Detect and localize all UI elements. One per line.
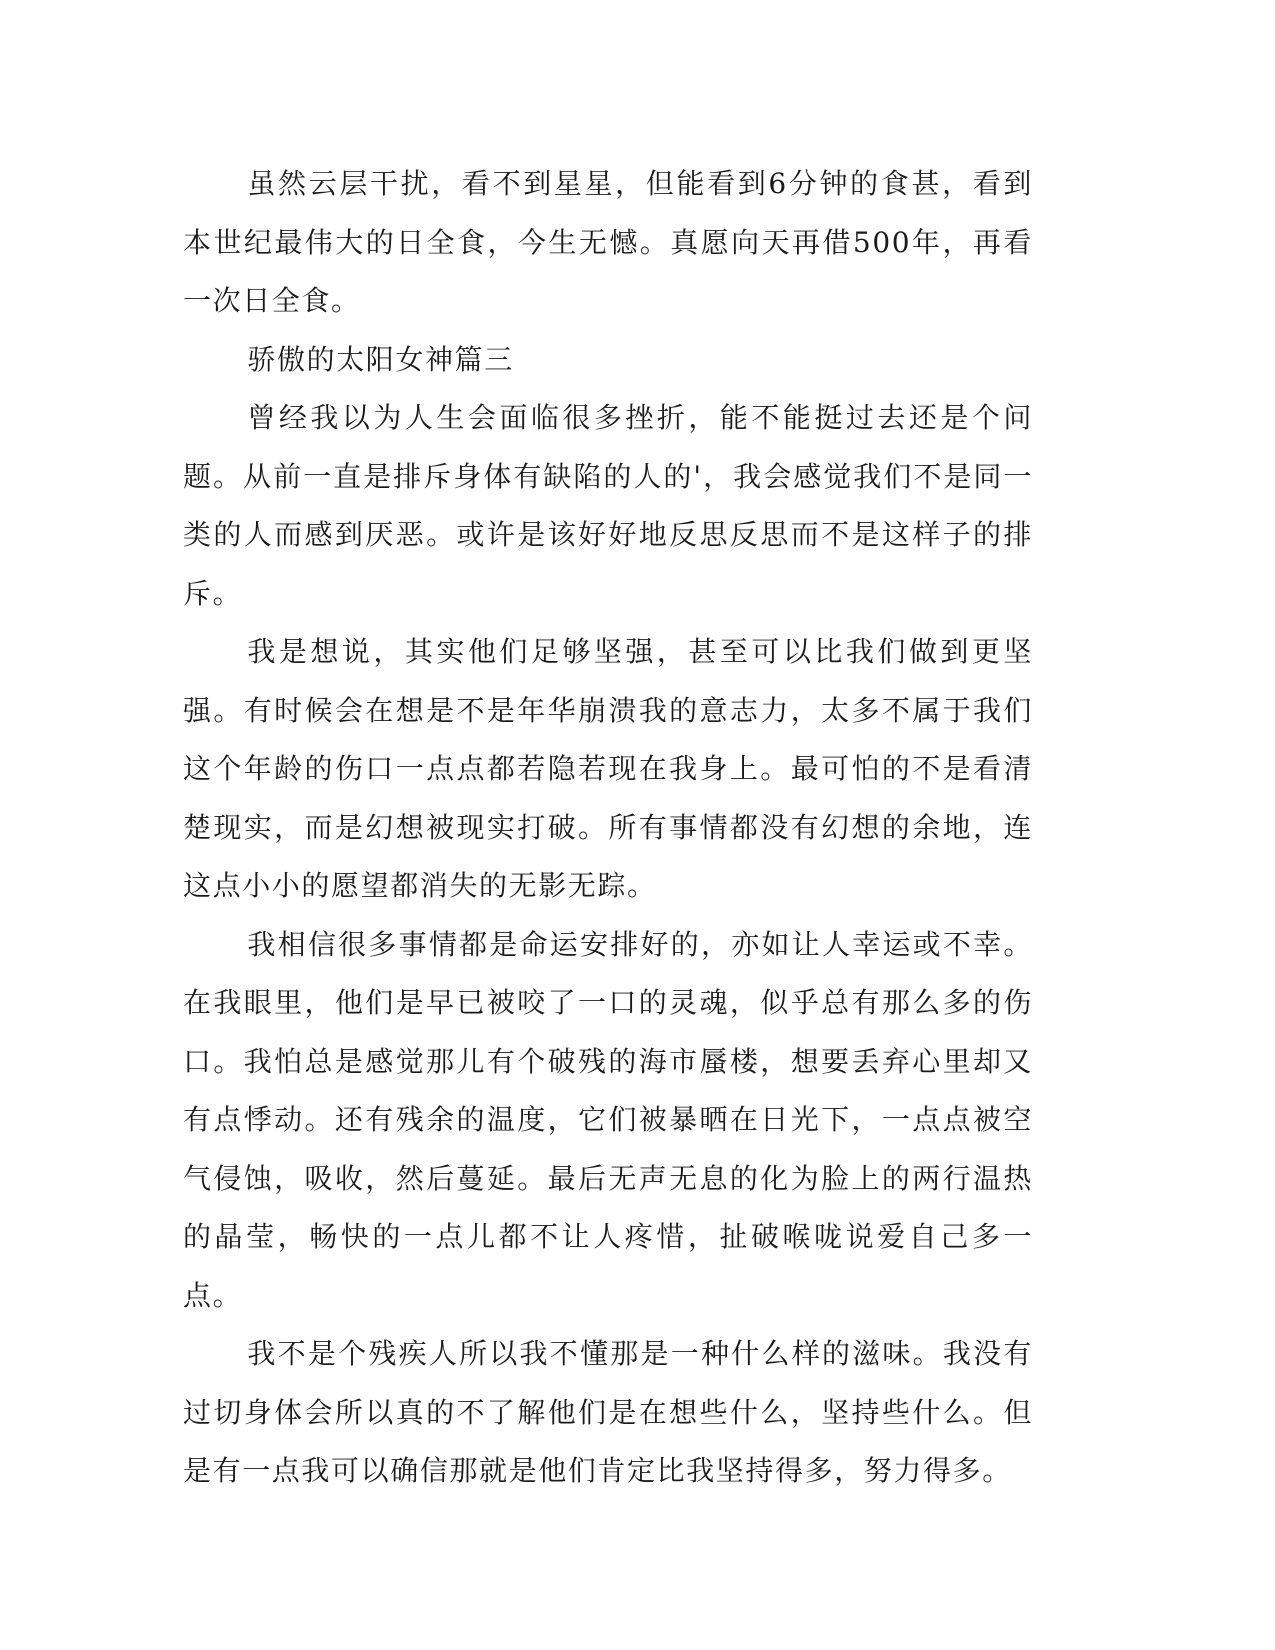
paragraph-persistence: 我不是个残疾人所以我不懂那是一种什么样的滋味。我没有过切身体会所以真的不了解他们是在想些什么，坚持些什么。但是有一点我可以确信那就是他们肯定比我坚持得多，努力得多。 bbox=[183, 1337, 1033, 1487]
paragraph-fate: 我相信很多事情都是命运安排好的，亦如让人幸运或不幸。在我眼里，他们是早已被咬了一口的灵魂，似乎总有那么多的伤口。我怕总是感觉那儿有个破残的海市蜃楼，想要丢弃心里却又有点悸动。还有残余的温度，它们被暴晒在日光下，一点点被空气侵蚀，吸收，然后蔓延。最后无声无息的化为脸上的两行温热的晶莹，畅快的一点儿都不让人疼惜，扯破喉咙说爱自己多一点。 bbox=[183, 927, 1033, 1312]
section-heading: 骄傲的太阳女神篇三 bbox=[247, 342, 514, 376]
paragraph-stronger: 我是想说，其实他们足够坚强，甚至可以比我们做到更坚强。有时候会在想是不是年华崩溃我的意志力，太多不属于我们这个年龄的伤口一点点都若隐若现在我身上。最可怕的不是看清楚现实，而是幻想被现实打破。所有事情都没有幻想的余地，连这点小小的愿望都消失的无影无踪。 bbox=[183, 635, 1033, 902]
document-page bbox=[183, 155, 1033, 1501]
paragraph-solar-eclipse: 虽然云层干扰，看不到星星，但能看到6分钟的食甚，看到本世纪最伟大的日全食，今生无憾。真愿向天再借500年，再看一次日全食。 bbox=[183, 167, 1033, 317]
paragraph-setbacks: 曾经我以为人生会面临很多挫折，能不能挺过去还是个问题。从前一直是排斥身体有缺陷的人的'，我会感觉我们不是同一类的人而感到厌恶。或许是该好好地反思反思而不是这样子的排斥。 bbox=[183, 401, 1033, 610]
